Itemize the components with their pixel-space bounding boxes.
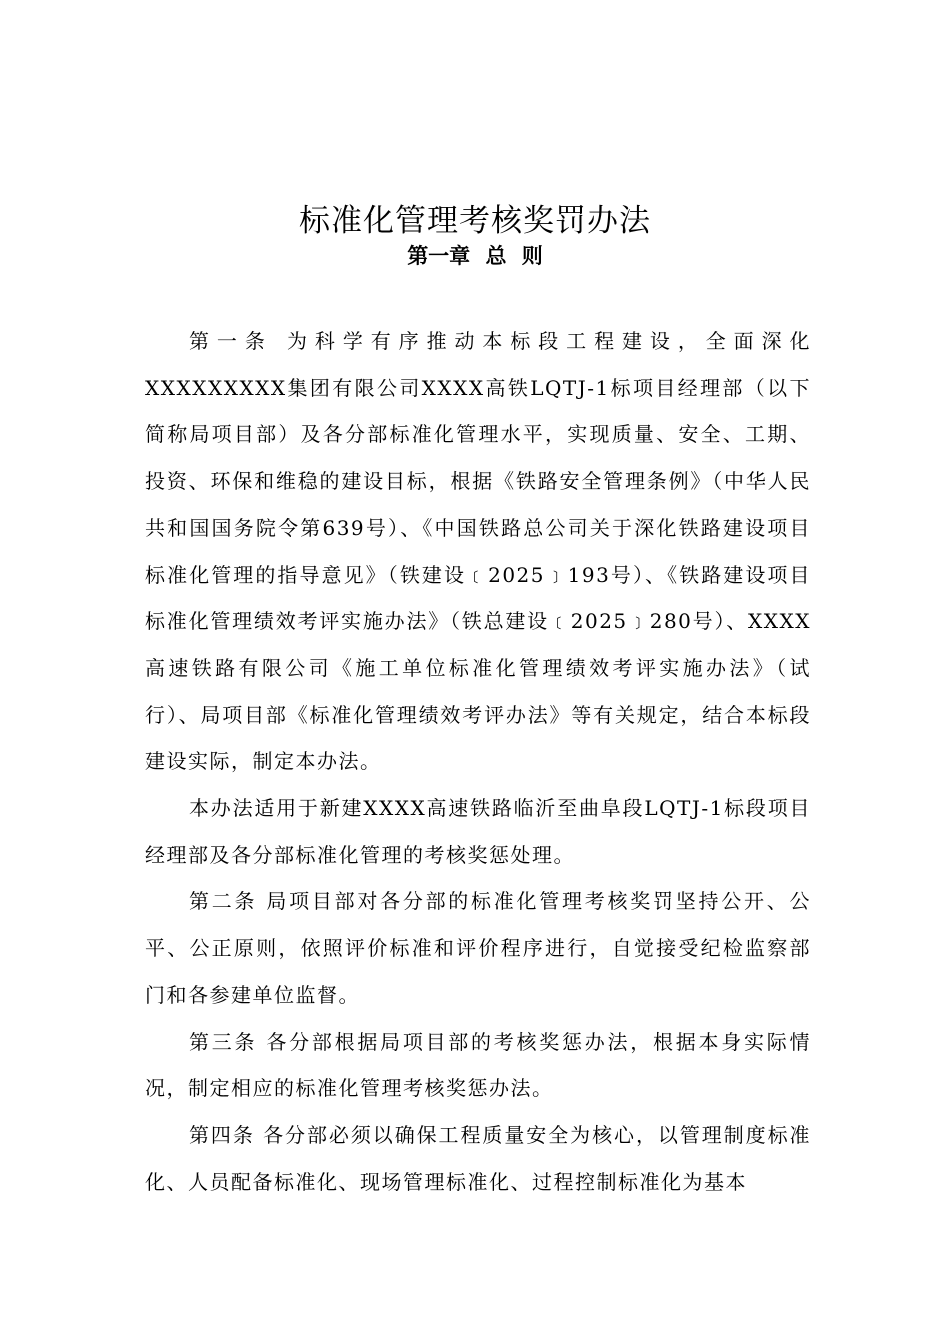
paragraph-article-3: 第三条 各分部根据局项目部的考核奖惩办法，根据本身实际情况，制定相应的标准化管理考核奖惩办法。 <box>145 1029 811 1101</box>
paragraph-scope: 本办法适用于新建XXXX高速铁路临沂至曲阜段LQTJ-1标段项目经理部及各分部标准化管理的考核奖惩处理。 <box>145 796 811 867</box>
document-title: 标准化管理考核奖罚办法 <box>299 202 651 239</box>
chapter-heading: 第一章 总 则 <box>407 244 543 268</box>
document-body <box>145 318 811 1205</box>
paragraph-article-4: 第四条 各分部必须以确保工程质量安全为核心，以管理制度标准化、人员配备标准化、现场管理标准化、过程控制标准化为基本 <box>145 1122 811 1194</box>
paragraph-article-1: 第一条 为科学有序推动本标段工程建设，全面深化XXXXXXXXX集团有限公司XXXX高铁LQTJ-1标项目经理部（以下简称局项目部）及各分部标准化管理水平，实现质量、安全、工期、投资、环保和维稳的建设目标，根据《铁路安全管理条例》（中华人民共和国国务院令第639号）、《中国铁路总公司关于深化铁路建设项目标准化管理的指导意见》（铁建设﹝2025﹞193号）、《铁路建设项目标准化管理绩效考评实施办法》（铁总建设﹝2025﹞280号）、XXXX高速铁路有限公司《施工单位标准化管理绩效考评实施办法》（试行）、局项目部《标准化管理绩效考评办法》等有关规定，结合本标段建设实际，制定本办法。 <box>145 329 811 774</box>
paragraph-article-2: 第二条 局项目部对各分部的标准化管理考核奖罚坚持公开、公平、公正原则，依照评价标准和评价程序进行，自觉接受纪检监察部门和各参建单位监督。 <box>145 889 811 1007</box>
